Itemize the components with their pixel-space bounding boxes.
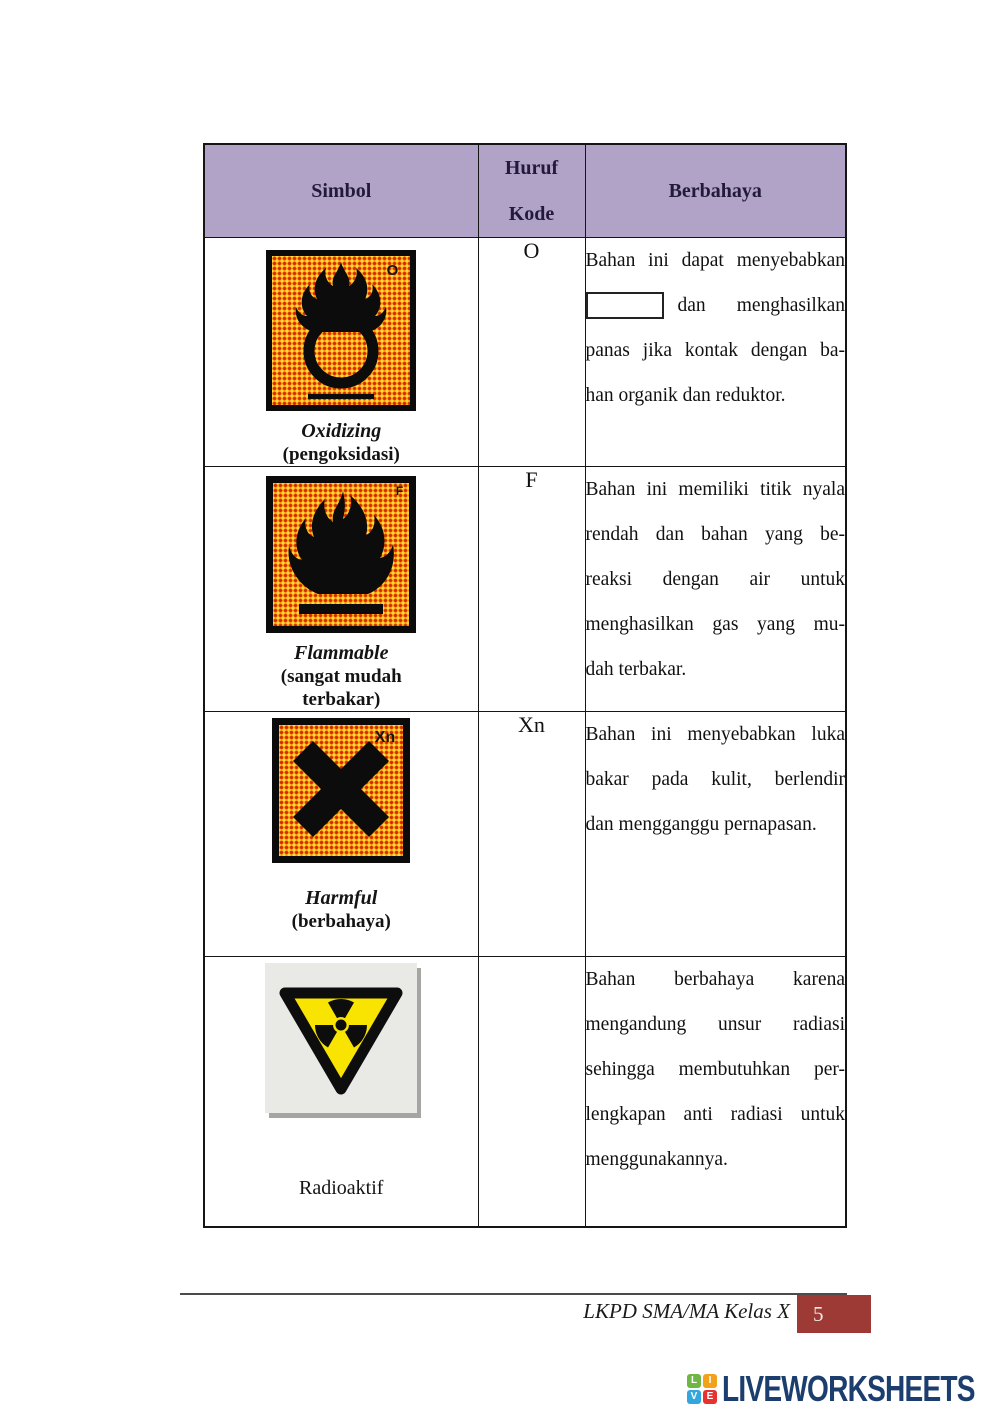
symbol-subname: (berbahaya) — [291, 911, 391, 932]
table-row-oxidizing — [204, 238, 846, 467]
description-line: sehingga membutuhkan per- — [585, 1059, 845, 1080]
page-number-badge: 5 — [797, 1295, 871, 1333]
symbol-name: Oxidizing — [301, 420, 382, 442]
logo-tile-e: E — [703, 1390, 717, 1404]
footer-rule — [180, 1293, 847, 1295]
symbol-cell — [204, 957, 478, 1227]
code-cell — [478, 957, 585, 1227]
description-line: Bahan ini memiliki titik nyala — [585, 479, 845, 500]
radioactive-symbol — [265, 963, 417, 1113]
symbol-cell — [204, 467, 478, 712]
symbol-cell — [204, 238, 478, 467]
column-header-berbahaya: Berbahaya — [585, 144, 846, 238]
description-line: menghasilkan gas yang mu- — [585, 614, 845, 635]
description-line: bakar pada kulit, berlendir — [585, 769, 845, 790]
oxidizing-symbol — [266, 250, 416, 411]
flammable-symbol — [266, 476, 416, 633]
symbol-subname: (sangat mudah — [280, 666, 402, 687]
description-line: rendah dan bahan yang be- — [585, 524, 845, 545]
radioactive-icon — [265, 963, 417, 1113]
symbol-subname: terbakar) — [302, 689, 381, 710]
corner-code-mark: F — [395, 484, 404, 498]
description-line: menggunakannya. — [585, 1149, 728, 1170]
header-line-huruf: Huruf — [504, 157, 559, 179]
logo-tile-v: V — [687, 1390, 701, 1404]
answer-input[interactable] — [586, 292, 664, 319]
hazard-symbols-table — [203, 143, 847, 1228]
code-cell: Xn — [478, 712, 585, 957]
description-line: reaksi dengan air untuk — [585, 569, 845, 590]
table-header-row — [204, 144, 846, 238]
corner-code-mark: Xn — [374, 729, 396, 746]
description-word: menghasilkan — [736, 295, 845, 316]
description-line: dah terbakar. — [585, 659, 687, 680]
description-line: mengandung unsur radiasi — [585, 1014, 845, 1035]
symbol-subname: (pengoksidasi) — [282, 444, 400, 465]
description-line: Bahan berbahaya karena — [585, 969, 845, 990]
description-cell — [585, 712, 846, 957]
logo-tile-i: I — [703, 1374, 717, 1388]
description-cell — [585, 467, 846, 712]
table-row-radioaktif — [204, 957, 846, 1227]
header-line-kode: Kode — [508, 203, 555, 225]
description-cell — [585, 238, 846, 467]
description-cell — [585, 957, 846, 1227]
flammable-icon — [273, 483, 409, 626]
table-row-flammable — [204, 467, 846, 712]
description-line-with-answer — [586, 283, 846, 328]
description-line: Bahan ini menyebabkan luka — [585, 724, 845, 745]
logo-tile-l: L — [687, 1374, 701, 1388]
table-row-harmful — [204, 712, 846, 957]
description-word: dan — [677, 295, 706, 316]
code-cell: F — [478, 467, 585, 712]
liveworksheets-tiles-icon — [687, 1374, 717, 1404]
liveworksheets-wordmark: LIVEWORKSHEETS — [722, 1368, 975, 1409]
symbol-cell — [204, 712, 478, 957]
description-line: dan mengganggu pernapasan. — [585, 814, 817, 835]
column-header-simbol: Simbol — [204, 144, 478, 238]
symbol-name: Harmful — [305, 887, 378, 909]
column-header-huruf-kode — [478, 144, 585, 238]
description-line: panas jika kontak dengan ba- — [585, 340, 845, 361]
liveworksheets-logo[interactable] — [687, 1368, 1000, 1410]
code-cell: O — [478, 238, 585, 467]
description-line: lengkapan anti radiasi untuk — [585, 1104, 845, 1125]
description-line: han organik dan reduktor. — [585, 385, 786, 406]
corner-code-mark: O — [386, 262, 399, 279]
harmful-symbol — [272, 718, 410, 863]
footer-doc-label: LKPD SMA/MA Kelas X — [583, 1299, 790, 1323]
description-line: Bahan ini dapat menyebabkan — [585, 250, 845, 271]
symbol-name: Flammable — [294, 642, 389, 664]
symbol-name: Radioaktif — [299, 1177, 384, 1199]
